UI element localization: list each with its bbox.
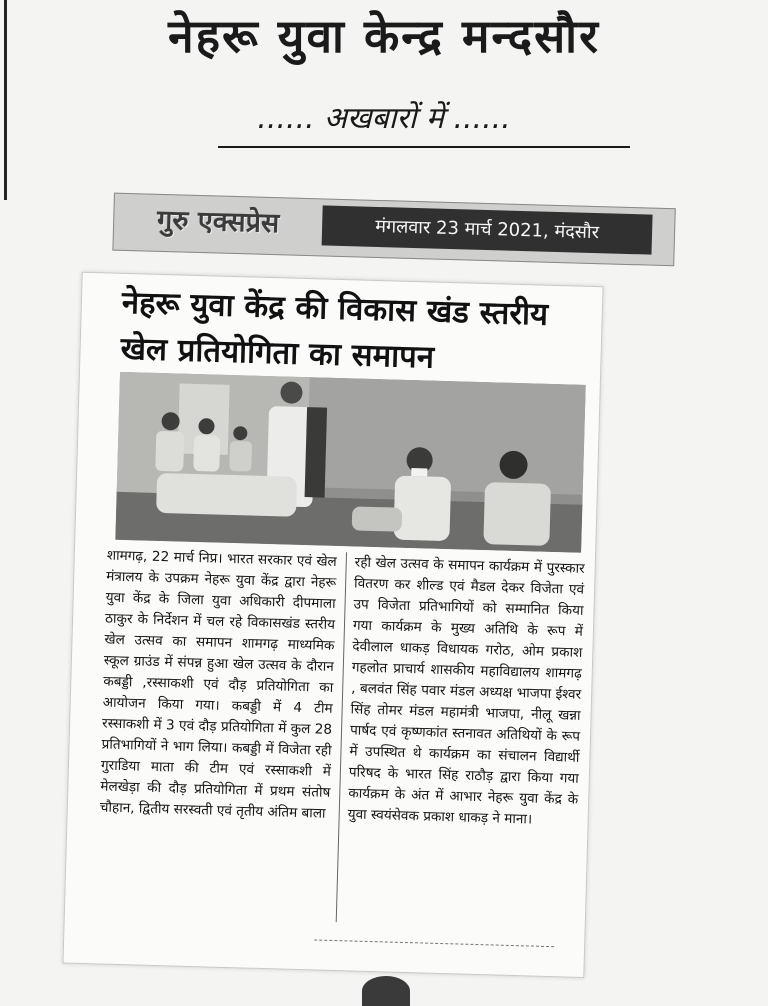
article-column-left: शामगढ़, 22 मार्च निप्र। भारत सरकार एवं खेल मंत्रालय के उपक्रम नेहरू युवा केंद्र द्वारा नेहरू युवा केंद्र के जिला युवा अधिकारी दीपमाला ठाकुर के निर्देशन में चल रहे विकासखंड स्तरीय खेल उत्सव का समापन शामगढ़ माध्यमिक स्कूल ग्राउंड में संपन्न हुआ खेल उत्सव के दौरान कबड्डी ,रस्साकशी एवं दौड़ प्रतियोगिता का आयोजन किया गया। कबड्डी में 4 टीम रस्साकशी में 3 एवं दौड़ प्रतियोगिता में कुल 28 प्रतिभागियों ने भाग लिया। कबड्डी में विजेता रही गुराडिया माता की टीम एवं रस्साकशी में मेलखेड़ा की दौड़ प्रतियोगिता में प्रथम संतोष चौहान, द्वितीय सरस्वती एवं तृतीय अंतिम बाला — [99, 547, 337, 822]
article-column-right: रही खेल उत्सव के समापन कार्यक्रम में पुरस्कार वितरण कर शील्ड एवं मैडल देकर विजेता एवं उप विजेता प्रतिभागियों को सम्मानित किया गया कार्यक्रम के मुख्य अतिथि के रूप में देवीलाल धाकड़ विधायक गरोठ, ओम प्रकाश गहलोत प्राचार्य शासकीय महाविद्यालय शामगढ़ , बलवंत सिंह पवार मंडल अध्यक्ष भाजपा ईश्वर सिंह तोमर मंडल महामंत्री भाजपा, नीलू खन्ना पार्षद एवं कृष्णकांत स्तनावत अतिथियों के रूप में उपस्थित थे कार्यक्रम का संचालन विद्यार्थी परिषद के भारत सिंह राठौड़ द्वारा किया गया कार्यक्रम के अंत में आभार नेहरू युवा केंद्र के युवा स्वयंसेवक प्रकाश धाकड़ ने माना। — [347, 554, 585, 828]
page-title: नेहरू युवा केन्द्र मन्दसौर — [168, 9, 600, 63]
newspaper-masthead — [112, 193, 675, 267]
article-photo — [115, 372, 586, 553]
article-headline: नेहरू युवा केंद्र की विकास खंड स्तरीय खेल प्रतियोगिता का समापन — [120, 284, 549, 376]
newspaper-name: गुरु एक्सप्रेस — [156, 204, 280, 240]
newspaper-dateline: मंगलवार 23 मार्च 2021, मंदसौर — [322, 205, 653, 254]
news-article — [62, 272, 603, 978]
column-divider — [336, 552, 347, 922]
newspaper-clipping — [62, 188, 674, 984]
finger-shadow — [362, 976, 410, 1006]
page-subtitle: ...... अखबारों में ...... — [257, 101, 511, 136]
event-photo-image — [115, 372, 586, 553]
subtitle-underline — [218, 146, 630, 148]
article-body — [96, 546, 583, 949]
